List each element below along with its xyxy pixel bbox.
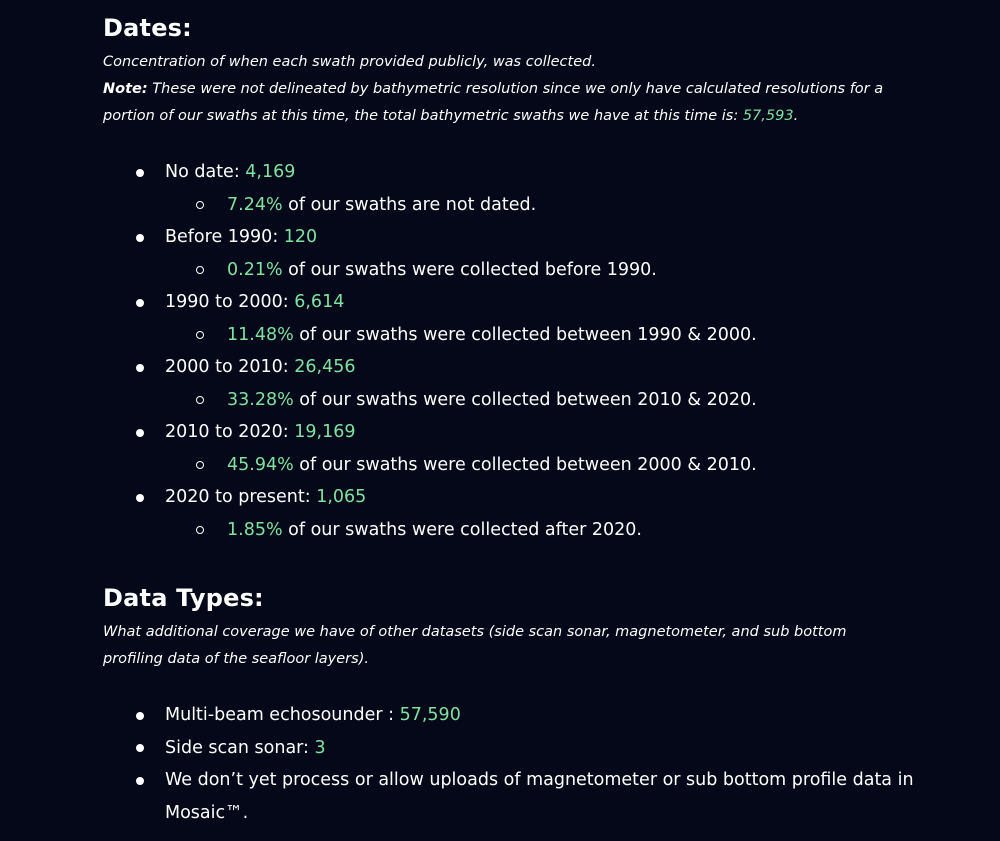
- data-types-list: [103, 699, 963, 829]
- bullet-icon: [136, 712, 144, 720]
- list-item: [103, 221, 963, 286]
- date-sub-text: of our swaths were collected between 2010 & 2020.: [293, 389, 757, 410]
- dates-list: [103, 156, 963, 546]
- dates-description-block: [103, 49, 903, 130]
- type-label: Multi-beam echosounder :: [165, 705, 400, 725]
- total-swaths-value: 57,593: [742, 108, 794, 124]
- list-item: [103, 732, 963, 765]
- list-item: [103, 764, 963, 829]
- list-item: [103, 481, 963, 546]
- note-text: These were not delineated by bathymetric resolution since we only have calculated resolutions for a portion of our swaths at this time, the total bathymetric swaths we have at this time is:: [103, 81, 884, 124]
- list-item: [103, 351, 963, 416]
- type-label: We don’t yet process or allow uploads of magnetometer or sub bottom profile data in Mosaic™.: [165, 770, 914, 823]
- circle-bullet-icon: [196, 461, 204, 469]
- date-percentage: 0.21%: [227, 259, 283, 280]
- date-count: 120: [283, 227, 318, 247]
- circle-bullet-icon: [196, 526, 204, 534]
- date-percentage: 7.24%: [227, 194, 283, 215]
- date-sub-text: of our swaths were collected between 2000 & 2010.: [293, 454, 757, 475]
- date-label: 1990 to 2000:: [165, 292, 295, 312]
- date-count: 26,456: [294, 357, 356, 377]
- date-count: 19,169: [294, 422, 356, 442]
- type-label: Side scan sonar:: [165, 737, 315, 758]
- dates-heading: Dates:: [103, 14, 192, 42]
- date-percentage: 45.94%: [227, 454, 294, 475]
- list-item: [103, 699, 963, 732]
- list-item: [103, 416, 963, 481]
- date-sub-text: of our swaths are not dated.: [282, 194, 537, 215]
- circle-bullet-icon: [196, 396, 204, 404]
- date-sub-text: of our swaths were collected after 2020.: [282, 519, 642, 540]
- date-count: 6,614: [294, 292, 345, 312]
- list-item: [103, 286, 963, 351]
- date-percentage: 11.48%: [227, 324, 294, 345]
- date-label: 2020 to present:: [165, 487, 317, 507]
- date-label: 2010 to 2020:: [165, 422, 295, 442]
- date-label: 2000 to 2010:: [165, 357, 295, 377]
- bullet-icon: [136, 494, 144, 502]
- circle-bullet-icon: [196, 201, 204, 209]
- circle-bullet-icon: [196, 331, 204, 339]
- list-item: [103, 156, 963, 221]
- bullet-icon: [136, 234, 144, 242]
- date-sub-text: of our swaths were collected before 1990.: [282, 259, 657, 280]
- circle-bullet-icon: [196, 266, 204, 274]
- bullet-icon: [136, 169, 144, 177]
- date-percentage: 1.85%: [227, 519, 283, 540]
- type-count: 57,590: [399, 705, 461, 725]
- date-sub-text: of our swaths were collected between 1990 & 2000.: [293, 324, 757, 345]
- date-count: 4,169: [245, 162, 296, 182]
- type-count: 3: [314, 737, 326, 758]
- date-percentage: 33.28%: [227, 389, 294, 410]
- dates-note: [103, 76, 903, 130]
- note-label: Note:: [103, 81, 148, 97]
- bullet-icon: [136, 364, 144, 372]
- data-types-description: What additional coverage we have of other datasets (side scan sonar, magnetometer, and sub bottom profiling data of the seafloor layers).: [103, 624, 847, 667]
- data-types-heading: Data Types:: [103, 584, 264, 612]
- bullet-icon: [136, 744, 144, 752]
- date-label: No date:: [165, 162, 246, 182]
- bullet-icon: [136, 299, 144, 307]
- date-count: 1,065: [316, 487, 367, 507]
- note-end: .: [793, 108, 799, 124]
- bullet-icon: [136, 429, 144, 437]
- date-label: Before 1990:: [165, 227, 284, 247]
- bullet-icon: [136, 777, 144, 785]
- dates-description: Concentration of when each swath provided publicly, was collected.: [103, 54, 596, 70]
